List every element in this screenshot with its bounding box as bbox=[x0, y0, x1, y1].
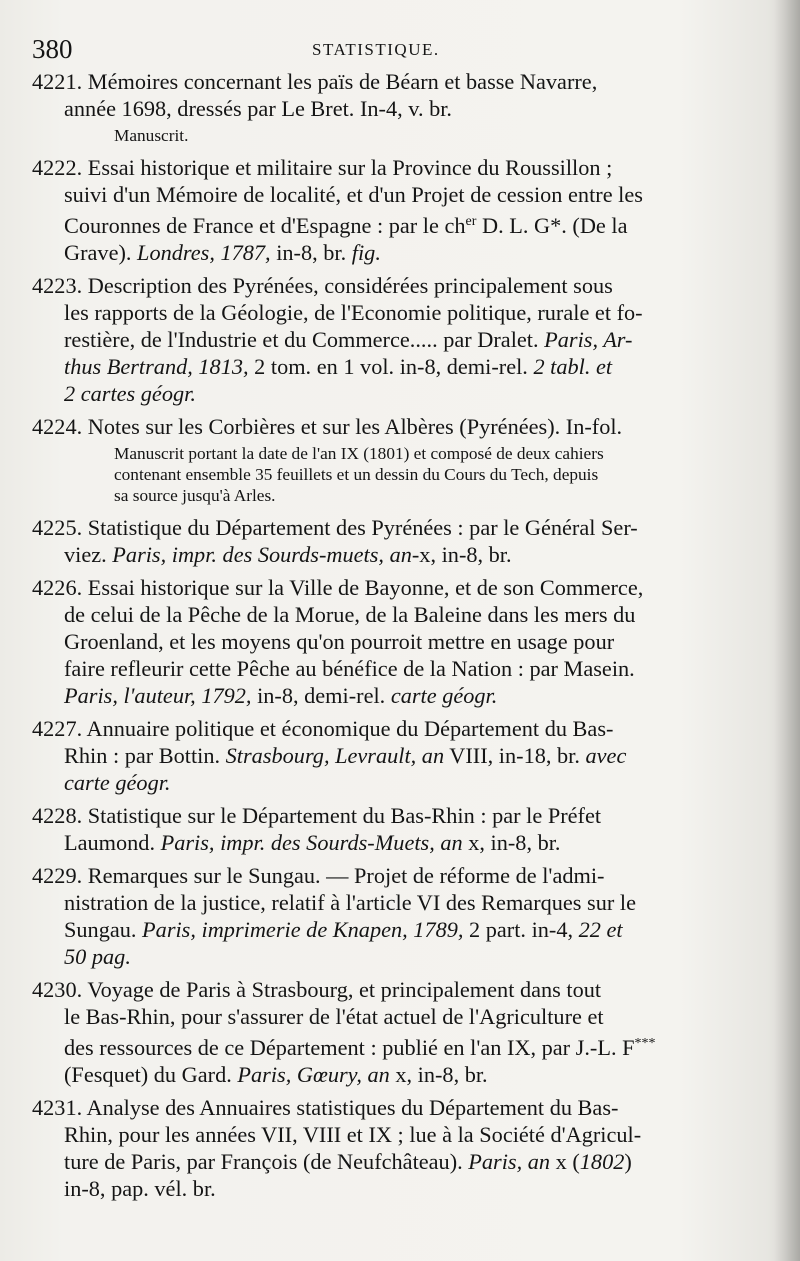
entry-text: Couronnes de France et d'Espagne : par le ch bbox=[64, 213, 466, 238]
entry-text: Statistique sur le Département du Bas-Rhin : par le Préfet bbox=[87, 803, 602, 828]
entry-text-italic: carte géogr. bbox=[390, 683, 498, 708]
entry-text-italic: Paris, l'auteur, 1792, bbox=[64, 683, 252, 708]
entry-text: (Fesquet) du Gard. bbox=[64, 1062, 238, 1087]
entry-text: Rhin : par Bottin. bbox=[64, 743, 226, 768]
entry-line bbox=[32, 326, 740, 353]
entry-line bbox=[32, 1175, 740, 1202]
entry-note-line: Manuscrit. bbox=[114, 126, 189, 145]
entry-line bbox=[32, 715, 740, 742]
entry-text: x, in-8, br. bbox=[462, 830, 561, 855]
entry-line bbox=[32, 862, 740, 889]
page-header bbox=[32, 34, 737, 68]
entry-text: Groenland, et les moyens qu'on pourroit mettre en usage pour bbox=[64, 629, 615, 654]
entry-text: Notes sur les Corbières et sur les Albères (Pyrénées). In-fol. bbox=[87, 414, 623, 439]
entry-line bbox=[32, 889, 740, 916]
entry-line bbox=[32, 272, 740, 299]
running-head: STATISTIQUE. bbox=[312, 40, 440, 59]
entry-text: Laumond. bbox=[64, 830, 161, 855]
entry-line bbox=[32, 299, 740, 326]
catalogue-entry bbox=[32, 68, 740, 146]
entry-line bbox=[32, 380, 740, 407]
entry-text: in-8, br. bbox=[270, 240, 352, 265]
entry-text-italic: Paris, an bbox=[468, 1149, 551, 1174]
entry-note-line: contenant ensemble 35 feuillets et un dessin du Cours du Tech, depuis bbox=[114, 465, 599, 484]
entry-text-italic: Paris, Gœury, an bbox=[237, 1062, 390, 1087]
entry-text-italic: Strasbourg, Levrault, an bbox=[225, 743, 445, 768]
entry-line bbox=[32, 655, 740, 682]
catalogue-entry bbox=[32, 976, 740, 1088]
page-number: 380 bbox=[32, 34, 73, 64]
entry-text: VIII, in-18, br. bbox=[444, 743, 586, 768]
entry-line bbox=[32, 541, 740, 568]
entry-text-italic: fig. bbox=[351, 240, 381, 265]
entry-text: viez. bbox=[64, 542, 113, 567]
entry-text-italic: 50 pag. bbox=[64, 944, 131, 969]
entry-text: faire refleurir cette Pêche au bénéfice de la Nation : par Masein. bbox=[64, 656, 635, 681]
entry-number: 4226. bbox=[32, 575, 88, 600]
entry-text: D. L. G*. (De la bbox=[476, 213, 628, 238]
entry-number: 4225. bbox=[32, 515, 88, 540]
entry-text: des ressources de ce Département : publié en l'an IX, par J.-L. F bbox=[64, 1035, 635, 1060]
entry-line bbox=[32, 943, 740, 970]
entry-line bbox=[32, 1148, 740, 1175]
entry-text: ture de Paris, par François (de Neufchâteau). bbox=[64, 1149, 469, 1174]
entry-text-italic: 2 tabl. et bbox=[533, 354, 613, 379]
entry-line bbox=[32, 1061, 740, 1088]
entry-number: 4224. bbox=[32, 414, 88, 439]
entry-line bbox=[32, 829, 740, 856]
entry-number: 4228. bbox=[32, 803, 88, 828]
entry-note-line: Manuscrit portant la date de l'an IX (1801) et composé de deux cahiers bbox=[114, 444, 604, 463]
entry-text-italic: Londres, 1787, bbox=[137, 240, 271, 265]
entry-note-line: sa source jusqu'à Arles. bbox=[114, 486, 276, 505]
catalogue-entry bbox=[32, 802, 740, 856]
entry-text-italic: Paris, impr. des Sourds-muets, an bbox=[112, 542, 412, 567]
entry-text: Essai historique et militaire sur la Province du Roussillon ; bbox=[87, 155, 613, 180]
entry-text: les rapports de la Géologie, de l'Economie politique, rurale et fo- bbox=[64, 300, 643, 325]
entry-text-italic: thus Bertrand, 1813, bbox=[64, 354, 249, 379]
entry-line bbox=[32, 514, 740, 541]
entry-text: -x, in-8, br. bbox=[411, 542, 512, 567]
entry-text: 2 tom. en 1 vol. in-8, demi-rel. bbox=[248, 354, 534, 379]
entry-text: x ( bbox=[550, 1149, 580, 1174]
entry-text: 2 part. in-4, bbox=[463, 917, 579, 942]
entry-line bbox=[32, 68, 740, 95]
entry-text-italic: Paris, imprimerie de Knapen, 1789, bbox=[142, 917, 464, 942]
entry-text: de celui de la Pêche de la Morue, de la Baleine dans les mers du bbox=[64, 602, 636, 627]
page-edge-shadow bbox=[774, 0, 800, 1261]
entry-note bbox=[32, 125, 740, 146]
entry-text: Mémoires concernant les païs de Béarn et basse Navarre, bbox=[87, 69, 598, 94]
entry-note bbox=[32, 443, 740, 506]
entry-text: année 1698, dressés par Le Bret. In-4, v. br. bbox=[64, 96, 453, 121]
catalogue-entry bbox=[32, 154, 740, 266]
entry-text: Statistique du Département des Pyrénées : par le Général Ser- bbox=[87, 515, 638, 540]
entry-number: 4231. bbox=[32, 1095, 87, 1120]
entry-line bbox=[32, 181, 740, 208]
entry-line bbox=[32, 1094, 740, 1121]
catalogue-entry bbox=[32, 413, 740, 506]
entry-number: 4230. bbox=[32, 977, 88, 1002]
catalogue-entry bbox=[32, 514, 740, 568]
entry-text: Remarques sur le Sungau. — Projet de réforme de l'admi- bbox=[87, 863, 605, 888]
entry-text-italic: carte géogr. bbox=[64, 770, 171, 795]
entry-line bbox=[32, 742, 740, 769]
catalogue-entry bbox=[32, 1094, 740, 1202]
entry-text-superscript: *** bbox=[634, 1036, 656, 1051]
entry-line bbox=[32, 95, 740, 122]
entry-number: 4221. bbox=[32, 69, 88, 94]
entry-text-superscript: er bbox=[465, 214, 477, 229]
entry-line bbox=[32, 1121, 740, 1148]
catalogue-entry bbox=[32, 574, 740, 709]
entry-line bbox=[32, 353, 740, 380]
entry-text: Grave). bbox=[64, 240, 138, 265]
catalogue-entry bbox=[32, 862, 740, 970]
entry-line bbox=[32, 208, 740, 239]
entry-line bbox=[32, 154, 740, 181]
entry-text: suivi d'un Mémoire de localité, et d'un Projet de cession entre les bbox=[64, 182, 643, 207]
entry-line bbox=[32, 682, 740, 709]
catalogue-entry bbox=[32, 272, 740, 407]
entry-line bbox=[32, 574, 740, 601]
entry-line bbox=[32, 1030, 740, 1061]
entry-text-italic: 2 cartes géogr. bbox=[64, 381, 196, 406]
entry-line bbox=[32, 769, 740, 796]
entry-number: 4223. bbox=[32, 273, 88, 298]
catalogue-entry bbox=[32, 715, 740, 796]
entry-text: Description des Pyrénées, considérées principalement sous bbox=[87, 273, 613, 298]
entry-text-italic: Paris, Ar- bbox=[544, 327, 633, 352]
entry-number: 4229. bbox=[32, 863, 88, 888]
entry-text: Annuaire politique et économique du Département du Bas- bbox=[86, 716, 614, 741]
entry-text: Rhin, pour les années VII, VIII et IX ; lue à la Société d'Agricul- bbox=[64, 1122, 642, 1147]
entry-text: le Bas-Rhin, pour s'assurer de l'état actuel de l'Agriculture et bbox=[64, 1004, 604, 1029]
entry-text: in-8, demi-rel. bbox=[251, 683, 391, 708]
entry-line bbox=[32, 916, 740, 943]
entry-text: restière, de l'Industrie et du Commerce..... par Dralet. bbox=[64, 327, 545, 352]
entry-text: nistration de la justice, relatif à l'article VI des Remarques sur le bbox=[64, 890, 636, 915]
entry-text: x, in-8, br. bbox=[389, 1062, 488, 1087]
catalogue-entries bbox=[32, 68, 740, 1208]
entry-text-italic: Paris, impr. des Sourds-Muets, an bbox=[160, 830, 463, 855]
entry-line bbox=[32, 239, 740, 266]
entry-number: 4222. bbox=[32, 155, 88, 180]
entry-text-italic: 22 et bbox=[578, 917, 623, 942]
entry-text: Essai historique sur la Ville de Bayonne, et de son Commerce, bbox=[87, 575, 644, 600]
entry-text: in-8, pap. vél. br. bbox=[64, 1176, 216, 1201]
entry-line bbox=[32, 802, 740, 829]
entry-line bbox=[32, 628, 740, 655]
entry-line bbox=[32, 1003, 740, 1030]
entry-text: Analyse des Annuaires statistiques du Département du Bas- bbox=[86, 1095, 619, 1120]
entry-text-italic: 1802 bbox=[579, 1149, 625, 1174]
entry-text-italic: avec bbox=[585, 743, 627, 768]
entry-text: ) bbox=[624, 1149, 632, 1174]
entry-text: Sungau. bbox=[64, 917, 143, 942]
entry-line bbox=[32, 976, 740, 1003]
entry-line bbox=[32, 601, 740, 628]
entry-text: Voyage de Paris à Strasbourg, et principalement dans tout bbox=[87, 977, 602, 1002]
entry-number: 4227. bbox=[32, 716, 87, 741]
entry-line bbox=[32, 413, 740, 440]
